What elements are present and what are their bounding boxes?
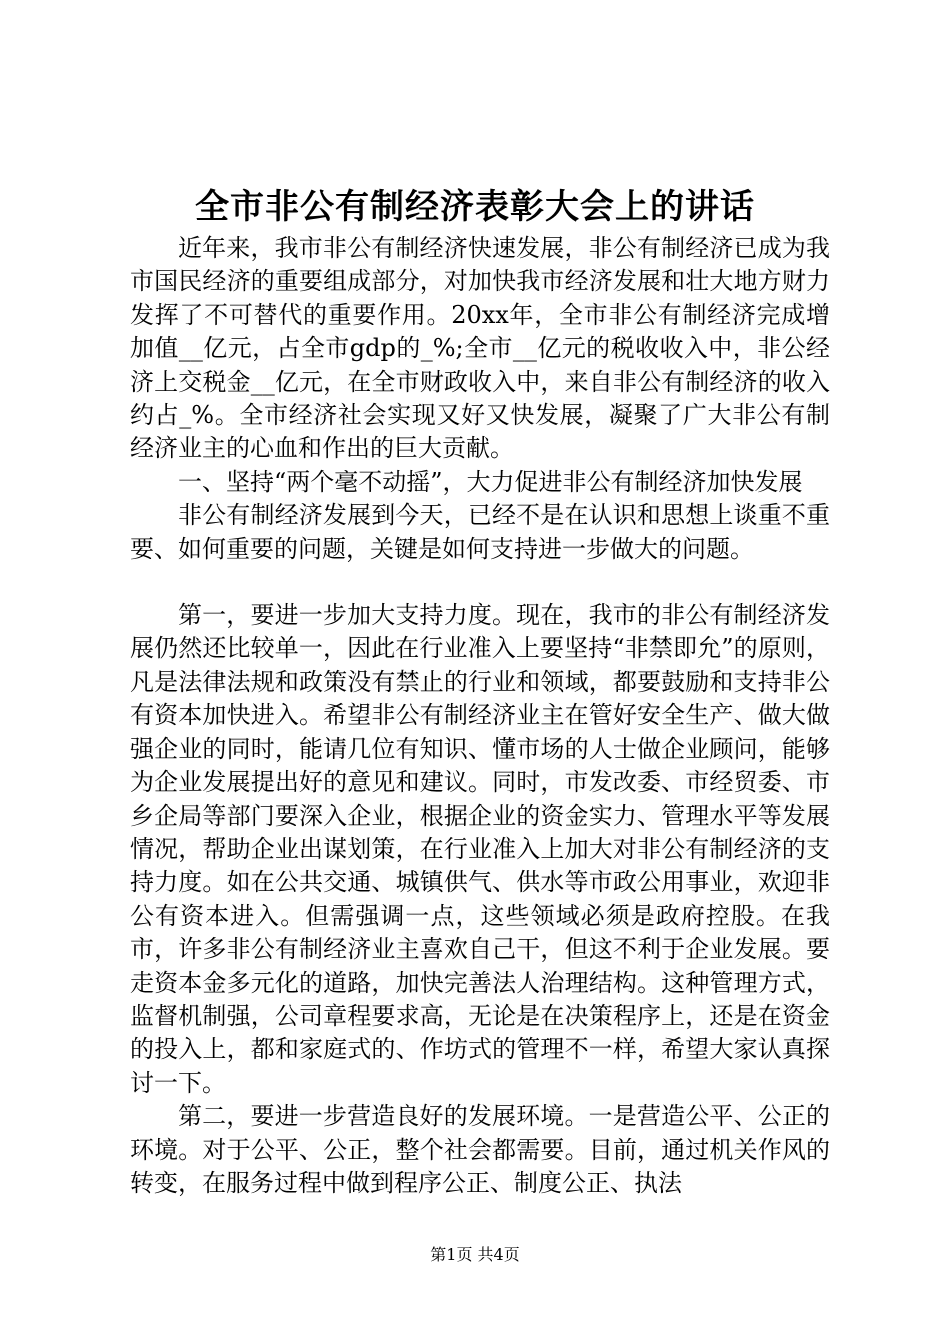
section-heading-1: 一、坚持“两个毫不动摇”，大力促进非公有制经济加快发展	[178, 467, 803, 496]
page-footer: 第1页 共4页	[430, 1245, 520, 1264]
document-title: 全市非公有制经济表彰大会上的讲话	[195, 187, 755, 227]
paragraph-point-1: 第一，要进一步加大支持力度。现在，我市的非公有制经济发展仍然还比较单一，因此在行业准入上要坚持“非禁即允”的原则，凡是法律法规和政策没有禁止的行业和领域，都要鼓励和支持非公有资本加快进入。希望非公有制经济业主在管好安全生产、做大做强企业的同时，能请几位有知识、懂市场的人士做企业顾问，能够为企业发展提出好的意见和建议。同时，市发改委、市经贸委、市乡企局等部门要深入企业，根据企业的资金实力、管理水平等发展情况，帮助企业出谋划策，在行业准入上加大对非公有制经济的支持力度。如在公共交通、城镇供气、供水等市政公用事业，欢迎非公有资本进入。但需强调一点，这些领域必须是政府控股。在我市，许多非公有制经济业主喜欢自己干，但这不利于企业发展。要走资本金多元化的道路，加快完善法人治理结构。这种管理方式，监督机制强，公司章程要求高，无论是在决策程序上，还是在资金的投入上，都和家庭式的、作坊式的管理不一样，希望大家认真探讨一下。	[130, 601, 830, 1097]
paragraph-point-2: 第二，要进一步营造良好的发展环境。一是营造公平、公正的环境。对于公平、公正，整个社会都需要。目前，通过机关作风的转变，在服务过程中做到程序公正、制度公正、执法	[130, 1102, 830, 1197]
paragraph-section-1: 非公有制经济发展到今天，已经不是在认识和思想上谈重不重要、如何重要的问题，关键是如何支持进一步做大的问题。	[130, 501, 830, 563]
paragraph-intro: 近年来，我市非公有制经济快速发展，非公有制经济已成为我市国民经济的重要组成部分，对加快我市经济发展和壮大地方财力发挥了不可替代的重要作用。20xx年，全市非公有制经济完成增加值__亿元，占全市gdp的_%;全市__亿元的税收收入中，非公经济上交税金__亿元，在全市财政收入中，来自非公有制经济的收入约占_%。全市经济社会实现又好又快发展，凝聚了广大非公有制经济业主的心血和作出的巨大贡献。	[130, 234, 830, 463]
document-body	[130, 232, 830, 1200]
